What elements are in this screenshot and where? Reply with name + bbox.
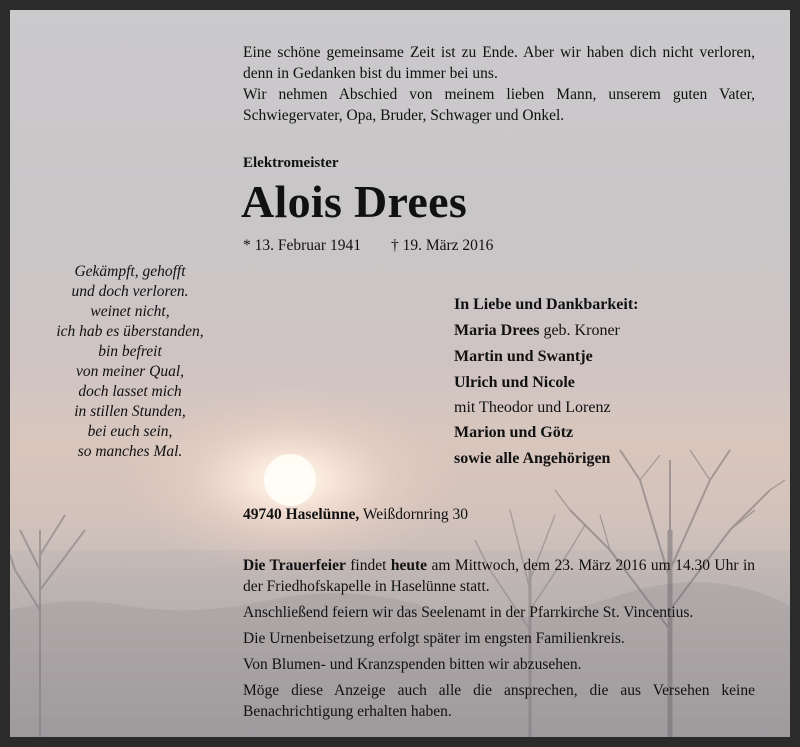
funeral-info: Die Trauerfeier findet heute am Mittwoch, dem 23. März 2016 um 14.30 Uhr in der Friedhofskapelle in Haselünne statt. — [243, 557, 756, 595]
family-entry-note: geb. Kroner — [543, 322, 620, 339]
family-entry — [454, 318, 764, 344]
family-entry: Martin und Swantje — [454, 348, 593, 365]
poem-line: ich hab es überstanden, — [56, 323, 204, 340]
family-entry: Ulrich und Nicole — [454, 374, 575, 391]
family-heading: In Liebe und Dankbarkeit: — [454, 296, 639, 313]
family-entry: Marion und Götz — [454, 424, 574, 441]
poem-line: bin befreit — [98, 343, 162, 360]
poem-line: doch lasset mich — [78, 383, 182, 400]
address-street: Weißdornring 30 — [362, 506, 468, 523]
poem — [30, 262, 230, 462]
deceased-name: Alois Drees — [241, 176, 468, 227]
address — [243, 504, 468, 525]
notice-info: Möge diese Anzeige auch alle die ansprechen, die aus Versehen keine Benachrichtigung erhalten haben. — [243, 682, 755, 720]
mass-info: Anschließend feiern wir das Seelenamt in der Pfarrkirche St. Vincentius. — [243, 604, 694, 621]
birth-date: * 13. Februar 1941 — [243, 237, 361, 254]
family-list — [454, 292, 764, 472]
poem-line: von meiner Qual, — [75, 363, 185, 380]
poem-line: und doch verloren. — [71, 283, 189, 300]
urn-info: Die Urnenbeisetzung erfolgt später im engsten Familienkreis. — [243, 630, 625, 647]
intro-text — [243, 42, 755, 126]
poem-line: weinet nicht, — [90, 303, 170, 320]
family-entry-name: Maria Drees — [454, 322, 540, 339]
family-entry: sowie alle Angehörigen — [454, 450, 611, 467]
occupation-label: Elektromeister — [243, 155, 339, 171]
poem-line: Gekämpft, gehofft — [74, 263, 186, 280]
address-city: 49740 Haselünne, — [243, 506, 360, 523]
life-dates — [243, 235, 493, 256]
death-date: † 19. März 2016 — [390, 237, 494, 254]
intro-line-2: Wir nehmen Abschied von meinem lieben Mann, unserem guten Vater, Schwiegervater, Opa, Bruder, Schwager und Onkel. — [243, 86, 755, 124]
sun — [264, 454, 316, 506]
family-entry-sub: mit Theodor und Lorenz — [454, 399, 611, 416]
poem-line: in stillen Stunden, — [74, 403, 186, 420]
poem-line: so manches Mal. — [77, 443, 183, 460]
poem-line: bei euch sein, — [87, 423, 173, 440]
funeral-details — [243, 555, 755, 727]
obituary-notice — [10, 10, 790, 737]
flowers-info: Von Blumen- und Kranzspenden bitten wir abzusehen. — [243, 656, 582, 673]
intro-line-1: Eine schöne gemeinsame Zeit ist zu Ende. Aber wir haben dich nicht verloren, denn in Gedanken bist du immer bei uns. — [243, 44, 755, 82]
